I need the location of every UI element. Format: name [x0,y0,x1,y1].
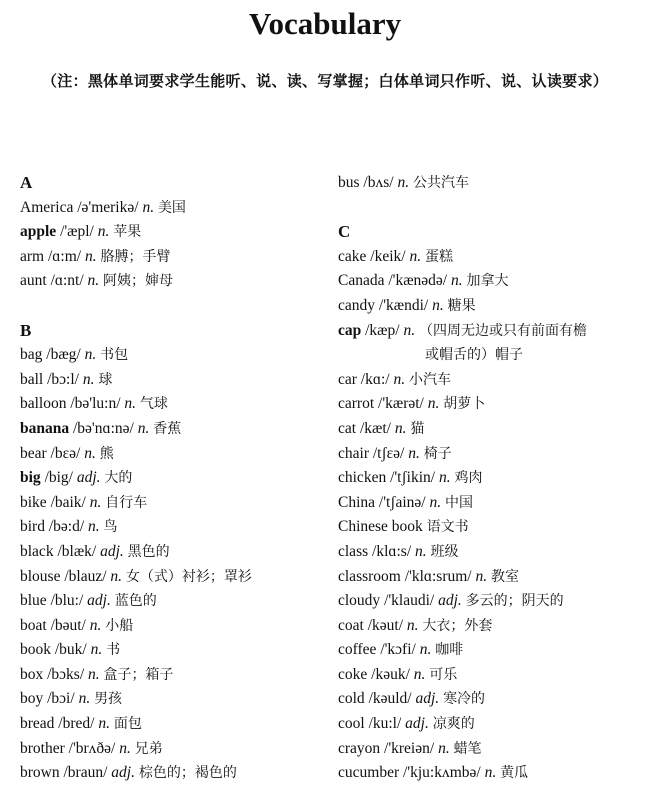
entry-meaning: 熊 [99,445,114,462]
vocab-entry [20,343,330,368]
entry-pos: n. [451,272,463,290]
entry-word: bag [20,346,43,364]
entry-word: crayon [338,739,381,757]
vocab-entry [20,515,330,540]
entry-phonetic: /'kɔfi/ [380,641,416,659]
entry-phonetic: /'tʃainə/ [378,493,426,511]
entry-word: big [20,469,41,487]
entry-pos: n. [137,419,150,437]
entry-meaning: 女（式）衬衫；罩衫 [125,568,252,585]
vocab-entry [20,614,330,639]
entry-pos: adj. [100,542,124,560]
section-letter [338,220,648,245]
vocab-entry [338,565,648,590]
entry-meaning: 蓝色的 [114,593,157,610]
entry-word: Canada [338,272,385,290]
entry-meaning: 可乐 [429,666,458,683]
entry-pos: n. [419,641,432,659]
vocab-entry [338,687,648,712]
vocab-entry [20,761,330,786]
entry-meaning: 香蕉 [153,420,182,437]
entry-word: brother [20,739,65,757]
entry-phonetic: /blauz/ [64,567,107,585]
entry-pos: n. [89,493,102,511]
entry-meaning: 凉爽的 [432,716,475,733]
entry-meaning: 加拿大 [466,273,509,290]
entry-pos: adj. [76,469,101,487]
entry-phonetic: /bʌs/ [363,174,394,191]
entry-word: blue [20,592,47,610]
entry-phonetic: /tʃεə/ [372,444,405,462]
vocab-entry [338,540,648,565]
entry-pos: n. [403,321,416,339]
entry-pos: n. [110,567,123,585]
entry-phonetic: /'kærət/ [378,395,424,413]
entry-pos: n. [98,715,110,733]
vocab-entry [20,417,330,442]
entry-word: bear [20,444,47,462]
entry-meaning: 班级 [430,543,459,560]
section-letter [20,171,330,196]
entry-pos: n. [89,616,102,634]
entry-word: coat [338,616,364,634]
entry-meaning: 小船 [105,617,134,634]
entry-word: boat [20,616,47,634]
entry-meaning: 胡萝卜 [443,396,486,413]
vocab-entry [20,540,330,565]
entry-pos: adj. [87,592,111,610]
entry-meaning: 美国 [157,199,186,216]
entry-meaning: 糖果 [447,297,476,314]
entry-word: brown [20,764,60,782]
entry-pos: n. [484,764,497,782]
entry-meaning: 教室 [490,568,519,585]
entry-pos: n. [394,419,407,437]
vocab-entry [338,638,648,663]
vocab-entry [338,442,648,467]
vocab-entry [20,737,330,762]
entry-phonetic: /ə'merikə/ [77,198,139,216]
vocab-entry [20,368,330,393]
entry-pos: adj. [405,715,429,733]
entry-phonetic: /'tʃikin/ [390,469,436,487]
entry-word: cool [338,715,365,733]
entry-phonetic: /'kændi/ [378,296,429,314]
entry-meaning: 气球 [139,396,168,413]
entry-phonetic: /kæp/ [365,321,400,339]
entry-phonetic: /bred/ [58,715,95,733]
entry-word: carrot [338,395,375,413]
vocab-entry [338,761,648,786]
entry-meaning: 阿姨；婶母 [103,273,174,290]
entry-meaning: 公共汽车 [412,175,469,191]
entry-phonetic: /kɑ:/ [360,370,390,388]
vocab-entry [338,417,648,442]
vocab-entry [20,245,330,270]
vocab-entry [20,196,330,221]
entry-word: cucumber [338,764,400,782]
vocab-entry [338,491,648,516]
vocab-entry [338,737,648,762]
entry-word: black [20,542,54,560]
vocab-entry [20,269,330,294]
entry-pos: n. [82,370,95,388]
entry-word: bike [20,493,47,511]
entry-phonetic: /kæt/ [359,419,391,437]
entry-word: aunt [20,272,47,290]
vocab-entry [20,638,330,663]
entry-word: chair [338,444,369,462]
entry-meaning: 胳膊；手臂 [100,248,171,265]
entry-phonetic: /buk/ [54,641,87,659]
entry-word: book [20,641,51,659]
entry-phonetic: /kəuk/ [371,665,410,683]
entry-word: apple [20,223,57,241]
entry-phonetic: /baik/ [50,493,86,511]
entry-pos: n. [415,542,427,560]
entry-meaning: 面包 [113,716,142,733]
entry-meaning: 黄瓜 [500,765,529,782]
entry-phonetic: /'æpl/ [60,223,94,241]
entry-word: cat [338,419,357,437]
entry-pos: adj. [111,764,135,782]
entry-word: boy [20,690,44,708]
entry-phonetic: /'klaudi/ [384,592,435,610]
entry-pos: n. [475,567,488,585]
vocab-entry [20,663,330,688]
entry-word: America [20,198,74,216]
entry-meaning: 苹果 [113,224,142,241]
entry-word: coffee [338,641,377,659]
entry-pos: n. [84,346,97,364]
entry-pos: n. [90,641,103,659]
entry-phonetic: /bɔks/ [47,665,85,683]
entry-meaning: 猫 [410,420,425,437]
entry-word: cloudy [338,592,381,610]
entry-pos: n. [409,247,422,265]
entry-phonetic: /bæg/ [46,346,81,364]
section-letter [20,319,330,344]
entry-meaning: 书包 [100,347,129,364]
entry-meaning: （四周无边或只有前面有檐 [418,322,587,339]
entry-pos: adj. [415,690,440,708]
entry-phonetic: /ɑ:m/ [47,247,82,265]
entry-word: bird [20,518,45,536]
entry-pos: n. [438,469,451,487]
entry-phonetic: /bɔ:l/ [47,370,79,388]
entry-meaning: 球 [98,371,113,388]
vocab-entry [338,515,648,540]
entry-phonetic: /bə:d/ [48,518,85,536]
entry-pos: n. [427,395,440,413]
entry-phonetic: /bə'nɑ:nə/ [73,419,134,437]
vocab-entry [338,663,648,688]
entry-pos: n. [438,739,450,757]
vocab-entry [338,392,648,417]
vocab-entry [338,614,648,639]
vocab-entry [338,712,648,737]
entry-word: bus [338,174,360,191]
vocab-entry [20,466,330,491]
vocab-entry [338,269,648,294]
entry-phonetic: /klɑ:s/ [372,542,412,560]
entry-word: banana [20,419,70,437]
entry-continuation [338,343,648,368]
entry-pos: n. [142,198,155,216]
entry-meaning: 椅子 [423,445,452,462]
entry-pos: n. [78,690,91,708]
vocab-entry [338,589,648,614]
entry-phonetic: /bə'lu:n/ [70,395,121,413]
entry-word: class [338,542,369,560]
entry-meaning: 盒子；箱子 [103,666,174,683]
vocab-column-left [20,171,330,786]
entry-phonetic: /braun/ [63,764,108,782]
entry-pos: n. [84,247,97,265]
entry-pos: n. [88,665,100,683]
entry-phonetic: /'kænədə/ [388,272,448,290]
entry-meaning: 鸟 [103,519,118,536]
vocab-entry [20,589,330,614]
entry-phonetic: /'brʌðə/ [68,739,116,757]
entry-pos: n. [397,174,410,191]
vocab-entry [338,319,648,344]
entry-word: balloon [20,395,67,413]
entry-meaning: 鸡肉 [454,470,483,487]
entry-meaning: 多云的；阴天的 [465,593,564,610]
vocab-entry [338,171,648,196]
entry-phonetic: /kəuld/ [368,690,412,708]
entry-word: car [338,370,357,388]
entry-phonetic: /kəut/ [367,616,404,634]
entry-pos: n. [432,296,444,314]
instruction-note: （注：黑体单词要求学生能听、说、读、写掌握；白体单词只作听、说、认读要求） [41,72,609,90]
entry-word: coke [338,665,368,683]
vocab-column-right [338,171,648,786]
vocab-entry [338,245,648,270]
entry-word: cold [338,690,365,708]
section-letter-text: B [20,320,32,340]
entry-pos: n. [406,616,419,634]
entry-word: cake [338,247,367,265]
entry-word: chicken [338,469,387,487]
entry-phonetic: /blu:/ [50,592,84,610]
entry-phonetic: /big/ [44,469,73,487]
entry-phonetic: /blæk/ [57,542,97,560]
entry-pos: n. [88,518,100,536]
entry-word: classroom [338,567,401,585]
entry-meaning: 大的 [104,470,133,487]
entry-phonetic: /bɔi/ [47,690,75,708]
entry-pos: n. [408,444,420,462]
entry-word: ball [20,370,44,388]
entry-meaning: 语文书 [426,519,469,536]
entry-meaning: 蛋糕 [424,248,453,265]
entry-meaning: 自行车 [105,494,148,511]
vocab-entry [338,466,648,491]
vocab-entry [20,687,330,712]
entry-pos: n. [124,395,137,413]
page-title: Vocabulary [248,6,402,41]
entry-word: bread [20,715,55,733]
entry-meaning: 男孩 [94,691,123,708]
entry-phonetic: /bəut/ [50,616,86,634]
entry-meaning: 书 [106,642,121,659]
entry-meaning: 黑色的 [127,543,170,560]
entry-pos: n. [393,370,406,388]
entry-phonetic: /bεə/ [50,444,81,462]
entry-phonetic: /'kreiən/ [384,739,435,757]
entry-meaning: 中国 [444,494,473,511]
entry-word: candy [338,296,376,314]
entry-meaning: 蜡笔 [453,740,482,757]
section-letter-text: A [20,173,33,192]
vocab-entry [338,368,648,393]
vocab-entry [20,565,330,590]
entry-word: arm [20,247,45,265]
entry-meaning: 小汽车 [408,371,451,388]
entry-word: box [20,665,44,683]
spacer [20,294,330,319]
entry-pos: n. [413,665,426,683]
entry-word: Chinese book [338,518,423,536]
vocab-entry [20,442,330,467]
entry-phonetic: /keik/ [370,247,406,265]
entry-pos: n. [84,444,96,462]
vocab-entry [20,712,330,737]
entry-word: China [338,493,376,511]
entry-phonetic: /'klɑ:srum/ [404,567,472,585]
entry-pos: n. [97,223,110,241]
entry-pos: n. [119,739,131,757]
vocab-entry [20,491,330,516]
entry-phonetic: /ku:l/ [368,715,402,733]
entry-meaning: 咖啡 [435,642,464,659]
entry-meaning: 兄弟 [134,740,163,757]
section-letter-text: C [338,222,351,242]
vocab-entry [20,220,330,245]
entry-meaning: 棕色的；褐色的 [138,765,237,782]
entry-word: blouse [20,567,61,585]
entry-meaning: 寒冷的 [443,691,486,708]
entry-pos: adj. [438,592,462,610]
entry-phonetic: /ɑ:nt/ [50,272,84,290]
entry-pos: n. [429,493,442,511]
entry-meaning: 或帽舌的）帽子 [425,347,523,364]
entry-phonetic: /'kju:kʌmbə/ [402,764,481,782]
vocab-entry [20,392,330,417]
entry-pos: n. [87,272,100,290]
vocab-entry [338,294,648,319]
entry-meaning: 大衣；外套 [422,617,493,634]
entry-word: cap [338,321,362,339]
spacer [338,196,648,221]
